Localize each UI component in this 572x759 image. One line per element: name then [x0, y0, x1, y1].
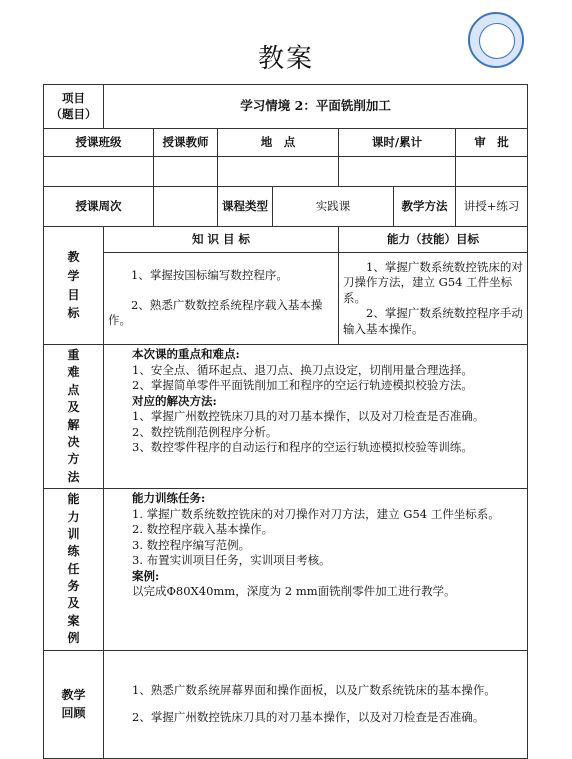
week-cell	[154, 187, 218, 227]
keypoints-content: 本次课的重点和难点: 1、安全点、循环起点、退刀点、换刀点设定，切削用量合理选择。 2、掌握简单零件平面铣削加工和程序的空运行轨迹模拟校验方法。 对应的解决方法: 1、掌握广州数控铣床刀具的对刀基本操作，以及对刀检查是否准确。 2、数控铣削范例程序分析。 3、数控零件程序的自动运行和程序的空运行轨迹模拟校验等训练。	[104, 345, 528, 489]
page-title: 教案	[257, 44, 314, 74]
lesson-plan-table	[43, 84, 528, 759]
tasks-label: 能 力 训 练 任 务 及 案 例	[44, 489, 104, 651]
goals-label: 教 学 目 标	[44, 227, 104, 345]
project-label: 项目 （题目）	[44, 85, 104, 129]
teacher-header: 授课教师	[154, 129, 218, 157]
teacher-cell	[154, 157, 218, 187]
week-header: 授课周次	[44, 187, 154, 227]
review-label: 教学 回顾	[44, 650, 104, 758]
method-value: 讲授+练习	[456, 187, 528, 227]
hours-cell	[339, 157, 456, 187]
course-type-value: 实践课	[273, 187, 394, 227]
approve-cell	[456, 157, 528, 187]
approve-header: 审 批	[456, 129, 528, 157]
ability-goals: 1、掌握广数系统数控铣床的对刀操作方法，建立 G54 工件坐标系。 2、掌握广数系统数控程序手动输入基本操作。	[339, 253, 528, 345]
course-type-label: 课程类型	[218, 187, 273, 227]
keypoints-label: 重 难 点 及 解 决 方 法	[44, 345, 104, 489]
method-label: 教学方法	[394, 187, 456, 227]
review-content: 1、熟悉广数系统屏幕界面和操作面板，以及广数系统铣床的基本操作。 2、掌握广州数控铣床刀具的对刀基本操作，以及对刀检查是否准确。	[104, 650, 528, 758]
class-cell	[44, 157, 154, 187]
class-header: 授课班级	[44, 129, 154, 157]
place-cell	[218, 157, 339, 187]
knowledge-goals: 1、掌握按国标编写数控程序。 2、熟悉广数数控系统程序载入基本操作。	[104, 253, 339, 345]
ability-goals-header: 能力（技能）目标	[339, 227, 528, 253]
tasks-content: 能力训练任务: 1. 掌握广数系统数控铣床的对刀操作对刀方法，建立 G54 工件坐标系。 2. 数控程序载入基本操作。 3. 数控程序编写范例。 3. 布置实训项目任务，实训项目考核。 案例: 以完成Φ80X40mm，深度为 2 mm面铣削零件加工进行教学。	[104, 489, 528, 651]
knowledge-goals-header: 知 识 目 标	[104, 227, 339, 253]
hours-header: 课时/累计	[339, 129, 456, 157]
place-header: 地 点	[218, 129, 339, 157]
project-value: 学习情境 2：平面铣削加工	[104, 85, 528, 129]
